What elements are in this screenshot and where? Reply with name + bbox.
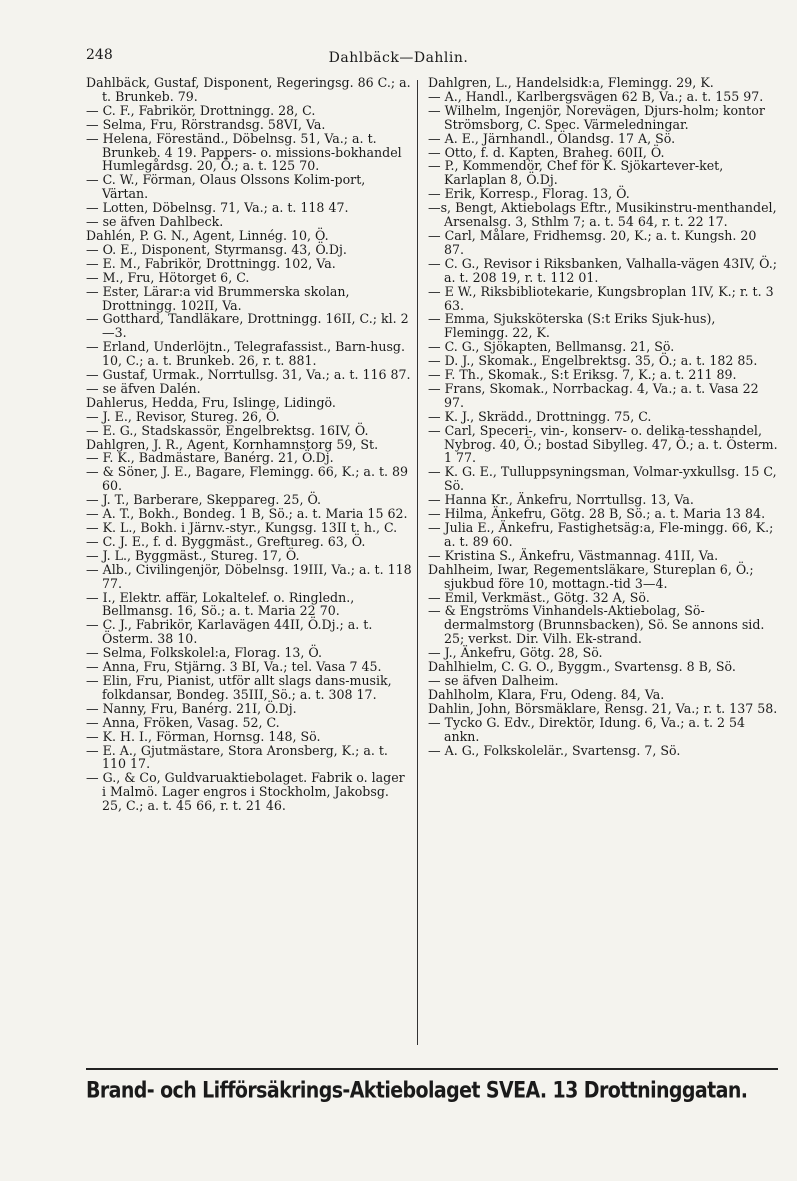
directory-entry: — K. G. E., Tulluppsyningsman, Volmar-yxkullsg. 15 C, Sö. — [428, 464, 777, 494]
directory-entry: — E. M., Fabrikör, Drottningg. 102, Va. — [86, 255, 336, 271]
directory-entry: — E. A., Gjutmästare, Stora Aronsberg, K.; a. t. 110 17. — [86, 742, 388, 772]
directory-entry: — Emil, Verkmäst., Götg. 32 A, Sö. — [428, 589, 650, 605]
directory-entry: — O. E., Disponent, Styrmansg. 43, Ö.Dj. — [86, 241, 347, 257]
directory-entry: — A. T., Bokh., Bondeg. 1 B, Sö.; a. t. Maria 15 62. — [86, 506, 408, 522]
directory-entry: — J., Änkefru, Götg. 28, Sö. — [428, 645, 603, 661]
directory-entry: — Lotten, Döbelnsg. 71, Va.; a. t. 118 47. — [86, 200, 349, 216]
directory-entry: — Otto, f. d. Kapten, Braheg. 60II, Ö. — [428, 144, 665, 160]
directory-entry: — Anna, Fröken, Vasag. 52, C. — [86, 714, 280, 730]
directory-entry: — A. G., Folkskolelär., Svartensg. 7, Sö. — [428, 742, 681, 758]
column-divider — [417, 80, 418, 1045]
directory-entry: — C. G., Revisor i Riksbanken, Valhalla-vägen 43IV, Ö.; a. t. 208 19, r. t. 112 01. — [428, 255, 777, 285]
directory-entry: — D. J., Skomak., Engelbrektsg. 35, Ö.; a. t. 182 85. — [428, 353, 758, 369]
directory-entry: — Kristina S., Änkefru, Västmannag. 41II, Va. — [428, 547, 719, 563]
directory-entry: — se äfven Dahlbeck. — [86, 214, 224, 230]
directory-entry: — Selma, Folkskolel:a, Florag. 13, Ö. — [86, 645, 322, 661]
directory-entry: — Tycko G. Edv., Direktör, Idung. 6, Va.; a. t. 2 54 ankn. — [428, 714, 746, 744]
page-number: 248 — [86, 47, 113, 63]
directory-entry: — & Engströms Vinhandels-Aktiebolag, Sö-dermalmstorg (Brunnsbacken), Sö. Se annons sid. 25; verkst. Dir. Vilh. Ek-strand. — [428, 603, 765, 647]
directory-entry: —s, Bengt, Aktiebolags Eftr., Musikinstru-menthandel, Arsenalsg. 3, Sthlm 7; a. t. 54 64, r. t. 22 17. — [428, 200, 777, 230]
directory-entry: Dahlhielm, C. G. O., Byggm., Svartensg. 8 B, Sö. — [428, 659, 736, 675]
directory-entry: — K. L., Bokh. i Järnv.-styr., Kungsg. 13II t. h., C. — [86, 520, 398, 535]
directory-entry: — C. J., Fabrikör, Karlavägen 44II, Ö.Dj.; a. t. Österm. 38 10. — [86, 617, 373, 647]
directory-entry: — C. W., Förman, Olaus Olssons Kolim-port, Värtan. — [86, 172, 366, 202]
directory-entry: — F. K., Badmästare, Banérg. 21, Ö.Dj. — [86, 450, 334, 466]
directory-entry: — Carl, Speceri-, vin-, konserv- o. delika-tesshandel, Nybrog. 40, Ö.; bostad Sibylleg. 47, Ö.; a. t. Österm. 1 77. — [428, 422, 778, 466]
directory-entry: — G., & Co, Guldvaruaktiebolaget. Fabrik o. lager i Malmö. Lager engros i Stockholm, Jakobsg. 25, C.; a. t. 45 66, r. t. 21 46. — [86, 770, 405, 814]
directory-entry: Dahlin, John, Börsmäklare, Rensg. 21, Va.; r. t. 137 58. — [428, 700, 778, 716]
directory-entry: Dahlholm, Klara, Fru, Odeng. 84, Va. — [428, 686, 665, 702]
footer-rule — [86, 1068, 778, 1070]
directory-entry: — E. G., Stadskassör, Engelbrektsg. 16IV, Ö. — [86, 422, 369, 438]
directory-entry: — Alb., Civilingenjör, Döbelnsg. 19III, Va.; a. t. 118 77. — [86, 561, 412, 591]
directory-entry: — Frans, Skomak., Norrbackag. 4, Va.; a. t. Vasa 22 97. — [428, 380, 759, 410]
directory-entry: — C. F., Fabrikör, Drottningg. 28, C. — [86, 102, 316, 118]
directory-entry: — Hanna Kr., Änkefru, Norrtullsg. 13, Va. — [428, 492, 694, 508]
directory-entry: — Elin, Fru, Pianist, utför allt slags dans-musik, folkdansar, Bondeg. 35III, Sö.; a. t. 308 17. — [86, 672, 392, 702]
directory-entry: — Wilhelm, Ingenjör, Norevägen, Djurs-holm; kontor Strömsborg, C. Spec. Värmeledningar. — [428, 102, 765, 132]
directory-entry: — & Söner, J. E., Bagare, Flemingg. 66, K.; a. t. 89 60. — [86, 464, 409, 494]
directory-entry: — Ester, Lärar:a vid Brummerska skolan, Drottningg. 102II, Va. — [86, 283, 350, 313]
directory-entry: — se äfven Dalheim. — [428, 672, 559, 688]
directory-entry: — se äfven Dalén. — [86, 380, 201, 396]
directory-entry: — J. L., Byggmäst., Stureg. 17, Ö. — [86, 547, 300, 563]
directory-entry: Dahlerus, Hedda, Fru, Islinge, Lidingö. — [86, 394, 336, 410]
directory-entry: — C. J. E., f. d. Byggmäst., Greftureg. 63, Ö. — [86, 533, 366, 549]
directory-entry: — K. H. I., Förman, Hornsg. 148, Sö. — [86, 728, 321, 744]
directory-entry: — J. T., Barberare, Skeppareg. 25, Ö. — [86, 492, 322, 508]
directory-entry: Dahlheim, Iwar, Regementsläkare, Stureplan 6, Ö.; sjukbud före 10, mottagn.-tid 3—4. — [428, 561, 754, 591]
directory-entry: Dahlgren, L., Handelsidk:a, Flemingg. 29, K. — [428, 75, 714, 90]
directory-entry: — Anna, Fru, Stjärng. 3 BI, Va.; tel. Vasa 7 45. — [86, 659, 382, 675]
directory-entry: — Julia E., Änkefru, Fastighetsäg:a, Fle-mingg. 66, K.; a. t. 89 60. — [428, 520, 774, 549]
directory-entry: Dahlbäck, Gustaf, Disponent, Regeringsg. 86 C.; a. t. Brunkeb. 79. — [86, 75, 411, 104]
directory-entry: — A. E., Järnhandl., Ölandsg. 17 A, Sö. — [428, 130, 676, 146]
directory-entry: — J. E., Revisor, Stureg. 26, Ö. — [86, 408, 280, 424]
directory-entry: — P., Kommendör, Chef för K. Sjökartever-ket, Karlaplan 8, Ö.Dj. — [428, 158, 724, 188]
directory-entry: — Gustaf, Urmak., Norrtullsg. 31, Va.; a. t. 116 87. — [86, 367, 411, 383]
directory-entry: — C. G., Sjökapten, Bellmansg. 21, Sö. — [428, 339, 675, 355]
directory-entry: — Emma, Sjuksköterska (S:t Eriks Sjuk-hus), Flemingg. 22, K. — [428, 311, 716, 341]
footer-advertisement: Brand- och Lifförsäkrings-Aktiebolaget SVEA. 13 Drottninggatan. — [86, 1078, 748, 1104]
right-column — [428, 76, 778, 757]
directory-entry: — Hilma, Änkefru, Götg. 28 B, Sö.; a. t. Maria 13 84. — [428, 506, 766, 522]
directory-entry: — Erland, Underlöjtn., Telegrafassist., Barn-husg. 10, C.; a. t. Brunkeb. 26, r. t. 881. — [86, 339, 405, 369]
directory-entry: — A., Handl., Karlbergsvägen 62 B, Va.; a. t. 155 97. — [428, 88, 764, 104]
directory-entry: — Gotthard, Tandläkare, Drottningg. 16II, C.; kl. 2—3. — [86, 311, 409, 341]
directory-entry: Dahlén, P. G. N., Agent, Linnég. 10, Ö. — [86, 227, 329, 243]
directory-entry: — K. J., Skrädd., Drottningg. 75, C. — [428, 408, 652, 424]
directory-entry: — M., Fru, Hötorget 6, C. — [86, 269, 250, 285]
directory-entry: — Selma, Fru, Rörstrandsg. 58VI, Va. — [86, 116, 326, 132]
directory-entry: — E W., Riksbibliotekarie, Kungsbroplan 1IV, K.; r. t. 3 63. — [428, 283, 774, 313]
directory-entry: — Helena, Föreständ., Döbelnsg. 51, Va.; a. t. Brunkeb. 4 19. Pappers- o. missions-bokhandel Humlegårdsg. 20, Ö.; a. t. 125 70. — [86, 130, 402, 174]
directory-entry: — I., Elektr. affär, Lokaltelef. o. Ringledn., Bellmansg. 16, Sö.; a. t. Maria 22 70. — [86, 589, 355, 619]
directory-entry: — Carl, Målare, Fridhemsg. 20, K.; a. t. Kungsh. 20 87. — [428, 227, 757, 257]
directory-entry: Dahlgren, J. R., Agent, Kornhamnstorg 59, St. — [86, 436, 379, 452]
left-column — [86, 76, 412, 813]
directory-entry: — Nanny, Fru, Banérg. 21I, Ö.Dj. — [86, 700, 297, 716]
directory-entry: — F. Th., Skomak., S:t Eriksg. 7, K.; a. t. 211 89. — [428, 367, 737, 383]
directory-entry: — Erik, Korresp., Florag. 13, Ö. — [428, 186, 630, 202]
running-head: Dahlbäck—Dahlin. — [328, 50, 469, 66]
